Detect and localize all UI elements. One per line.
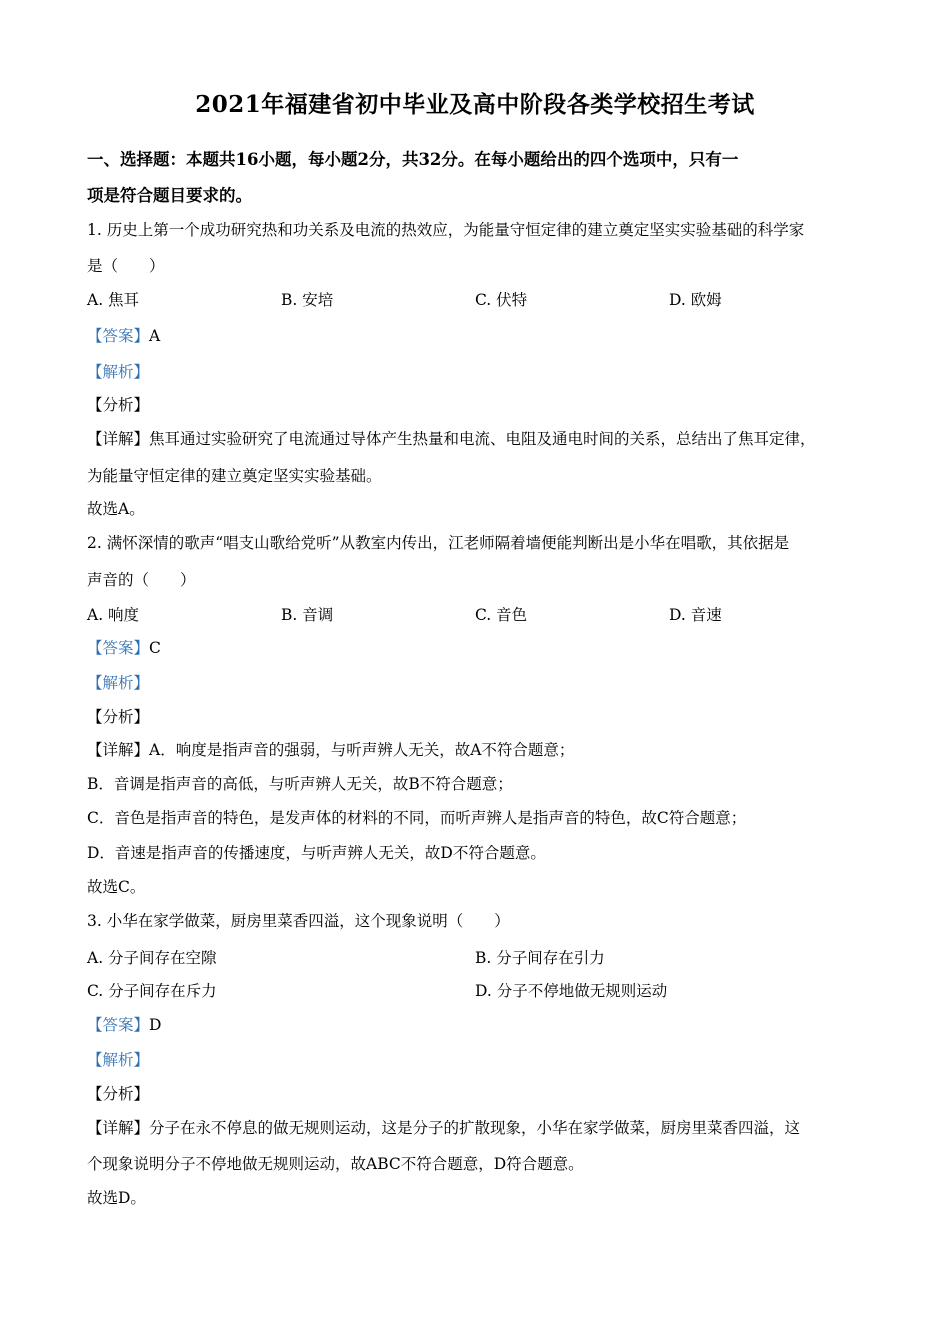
- q2-detail-line-4: D．音速是指声音的传播速度，与听声辨人无关，故D不符合题意。: [87, 844, 546, 862]
- answer-tag: 【答案】: [87, 639, 150, 657]
- q3-option-a: A. 分子间存在空隙: [87, 949, 217, 967]
- q1-fenxi-tag: 【分析】: [87, 396, 150, 414]
- q2-detail-line-3: C．音色是指声音的特色，是发声体的材料的不同，而听声辨人是指声音的特色，故C符合题意；: [87, 809, 747, 827]
- q2-jiexi-tag: 【解析】: [87, 674, 150, 692]
- q3-detail-text-1: 分子在永不停息的做无规则运动，这是分子的扩散现象，小华在家学做菜，厨房里菜香四溢，这: [149, 1119, 801, 1137]
- q1-conclusion: 故选A。: [87, 500, 145, 518]
- q1-detail-line-2: 为能量守恒定律的建立奠定坚实实验基础。: [87, 467, 382, 485]
- q1-stem-line-2: 是（ ）: [87, 257, 165, 275]
- q2-fenxi-tag: 【分析】: [87, 708, 150, 726]
- detail-tag: 【详解】: [87, 1119, 150, 1137]
- q2-option-d: D. 音速: [669, 606, 722, 624]
- q2-conclusion: 故选C。: [87, 878, 146, 896]
- page-title: 2021年福建省初中毕业及高中阶段各类学校招生考试: [195, 91, 755, 118]
- section-heading-line-2: 项是符合题目要求的。: [87, 186, 252, 205]
- q3-detail-line-2: 个现象说明分子不停地做无规则运动，故ABC不符合题意，D符合题意。: [87, 1155, 584, 1173]
- q3-stem: 3. 小华在家学做菜，厨房里菜香四溢，这个现象说明（ ）: [87, 912, 510, 930]
- q1-option-d: D. 欧姆: [669, 291, 722, 309]
- q2-stem-line-2: 声音的（ ）: [87, 571, 196, 589]
- q1-option-b: B. 安培: [281, 291, 334, 309]
- q2-stem-line-1: 2. 满怀深情的歌声“唱支山歌给党听”从教室内传出，江老师隔着墙便能判断出是小华在唱歌，其依据是: [87, 534, 790, 552]
- q3-answer-value: D: [149, 1016, 162, 1034]
- answer-tag: 【答案】: [87, 1016, 150, 1034]
- q2-detail-line-1: [87, 738, 574, 760]
- detail-tag: 【详解】: [87, 430, 150, 448]
- q1-stem-line-1: 1. 历史上第一个成功研究热和功关系及电流的热效应，为能量守恒定律的建立奠定坚实实验基础的科学家: [87, 221, 805, 239]
- q3-answer-line: [87, 1013, 161, 1035]
- q2-option-b: B. 音调: [281, 606, 334, 624]
- q1-option-c: C. 伏特: [475, 291, 528, 309]
- q1-jiexi-tag: 【解析】: [87, 363, 150, 381]
- q2-answer-value: C: [149, 639, 161, 657]
- q1-answer-line: [87, 324, 160, 346]
- q3-detail-line-1: [87, 1116, 800, 1138]
- detail-tag: 【详解】: [87, 741, 150, 759]
- q3-conclusion: 故选D。: [87, 1189, 146, 1207]
- q2-option-a: A. 响度: [87, 606, 140, 624]
- q3-option-b: B. 分子间存在引力: [475, 949, 605, 967]
- q3-option-c: C. 分子间存在斥力: [87, 982, 217, 1000]
- answer-tag: 【答案】: [87, 327, 150, 345]
- q1-answer-value: A: [149, 327, 161, 345]
- q2-detail-text-1: A．响度是指声音的强弱，与听声辨人无关，故A不符合题意；: [149, 741, 575, 759]
- q2-detail-line-2: B．音调是指声音的高低，与听声辨人无关，故B不符合题意；: [87, 775, 513, 793]
- q3-fenxi-tag: 【分析】: [87, 1085, 150, 1103]
- section-heading-line-1: 一、选择题：本题共16小题，每小题2分，共32分。在每小题给出的四个选项中，只有一: [87, 150, 739, 169]
- q2-option-c: C. 音色: [475, 606, 528, 624]
- q1-detail-text-1: 焦耳通过实验研究了电流通过导体产生热量和电流、电阻及通电时间的关系，总结出了焦耳定律，: [149, 430, 816, 448]
- q3-option-d: D. 分子不停地做无规则运动: [475, 982, 668, 1000]
- q3-jiexi-tag: 【解析】: [87, 1051, 150, 1069]
- q2-answer-line: [87, 636, 161, 658]
- q1-option-a: A. 焦耳: [87, 291, 140, 309]
- q1-detail-line-1: [87, 427, 816, 449]
